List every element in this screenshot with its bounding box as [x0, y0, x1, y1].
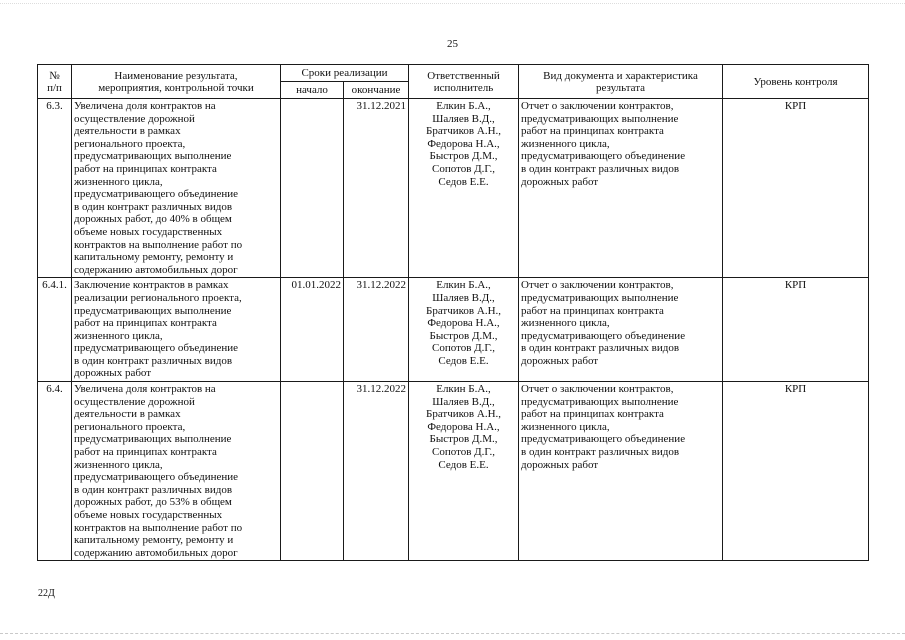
row-document-cell	[519, 278, 723, 382]
cell-line: Шаляев В.Д.,	[432, 112, 495, 125]
cell-line: работ на принципах контракта	[521, 125, 664, 138]
row-end-date-cell: 31.12.2021	[344, 99, 409, 278]
cell-line: дорожных работ, до 40% в общем	[74, 213, 232, 226]
cell-line: дорожных работ	[74, 367, 152, 380]
cell-line: жизненного цикла,	[521, 317, 610, 330]
cell-line: деятельности в рамках	[74, 125, 181, 138]
cell-line: дорожных работ	[521, 175, 599, 188]
cell-line: Увеличена доля контрактов на	[74, 383, 216, 396]
cell-line: предусматривающих выполнение	[74, 304, 232, 317]
cell-line: Сопотов Д.Г.,	[431, 342, 496, 355]
row-document-cell	[519, 99, 723, 278]
cell-line: предусматривающего объединение	[74, 188, 239, 201]
cell-line: предусматривающего объединение	[521, 329, 686, 342]
cell-line: Федорова Н.А.,	[427, 137, 500, 150]
cell-line: Шаляев В.Д.,	[432, 291, 495, 304]
row-executors-cell	[409, 99, 519, 278]
header-control-level: Уровень контроля	[723, 65, 869, 99]
header-period: Сроки реализации	[281, 65, 409, 82]
cell-line: деятельности в рамках	[74, 408, 181, 421]
cell-line: Братчиков А.Н.,	[426, 408, 502, 421]
cell-line: предусматривающего объединение	[74, 471, 239, 484]
cell-line: жизненного цикла,	[74, 458, 163, 471]
cell-line: дорожных работ	[521, 458, 599, 471]
cell-line: Быстров Д.М.,	[429, 433, 498, 446]
cell-line: работ на принципах контракта	[521, 304, 664, 317]
header-executor: Ответственный исполнитель	[409, 65, 519, 99]
row-start-date-cell: 01.01.2022	[281, 278, 344, 382]
row-end-date-cell: 31.12.2022	[344, 382, 409, 561]
cell-line: в один контракт различных видов	[74, 200, 233, 213]
cell-line: капитальному ремонту, ремонту и	[74, 251, 234, 264]
cell-line: в один контракт различных видов	[521, 162, 680, 175]
cell-line: Седов Е.Е.	[438, 458, 489, 471]
cell-line: жизненного цикла,	[521, 137, 610, 150]
cell-line: Братчиков А.Н.,	[426, 304, 502, 317]
cell-line: предусматривающих выполнение	[521, 112, 679, 125]
row-start-date-cell	[281, 382, 344, 561]
cell-line: содержанию автомобильных дорог	[74, 263, 238, 276]
row-document-cell	[519, 382, 723, 561]
row-number-cell: 6.3.	[38, 99, 72, 278]
cell-line: предусматривающих выполнение	[521, 395, 679, 408]
cell-line: регионального проекта,	[74, 420, 186, 433]
cell-line: Елкин Б.А.,	[436, 279, 491, 292]
cell-line: жизненного цикла,	[521, 420, 610, 433]
cell-line: работ на принципах контракта	[74, 162, 217, 175]
table-row	[38, 382, 869, 561]
cell-line: осуществление дорожной	[74, 395, 195, 408]
table-row	[38, 99, 869, 278]
row-end-date-cell: 31.12.2022	[344, 278, 409, 382]
cell-line: Седов Е.Е.	[438, 175, 489, 188]
row-name-cell	[72, 99, 281, 278]
cell-line: объеме новых государственных	[74, 509, 223, 521]
row-executors-cell	[409, 382, 519, 561]
cell-line: осуществление дорожной	[74, 112, 195, 125]
cell-line: Седов Е.Е.	[438, 354, 489, 367]
page-number: 25	[447, 38, 458, 50]
row-number-cell: 6.4.1.	[38, 278, 72, 382]
cell-line: объеме новых государственных	[74, 225, 223, 238]
cell-line: предусматривающих выполнение	[521, 291, 679, 304]
cell-line: реализации регионального проекта,	[74, 291, 242, 304]
cell-line: Елкин Б.А.,	[436, 100, 491, 112]
table-row	[38, 278, 869, 382]
cell-line: Шаляев В.Д.,	[432, 395, 495, 408]
cell-line: капитальному ремонту, ремонту и	[74, 534, 234, 547]
cell-line: жизненного цикла,	[74, 329, 163, 342]
cell-line: дорожных работ, до 53% в общем	[74, 496, 232, 509]
cell-line: Отчет о заключении контрактов,	[521, 383, 674, 396]
cell-line: Быстров Д.М.,	[429, 329, 498, 342]
cell-line: Сопотов Д.Г.,	[431, 446, 496, 459]
row-control-level-cell: КРП	[723, 382, 869, 561]
cell-line: работ на принципах контракта	[74, 317, 217, 330]
cell-line: предусматривающего объединение	[521, 433, 686, 446]
cell-line: в один контракт различных видов	[74, 354, 233, 367]
row-name-cell	[72, 278, 281, 382]
row-name-cell	[72, 382, 281, 561]
cell-line: Федорова Н.А.,	[427, 420, 500, 433]
header-number: № п/п	[38, 65, 72, 99]
cell-line: Увеличена доля контрактов на	[74, 100, 216, 112]
row-control-level-cell: КРП	[723, 278, 869, 382]
cell-line: Сопотов Д.Г.,	[431, 162, 496, 175]
row-executors-cell	[409, 278, 519, 382]
header-row	[38, 65, 869, 82]
cell-line: содержанию автомобильных дорог	[74, 546, 238, 559]
cell-line: контрактов на выполнение работ по	[74, 238, 243, 251]
header-document: Вид документа и характеристика результата	[519, 65, 723, 99]
cell-line: контрактов на выполнение работ по	[74, 521, 243, 534]
control-plan-table	[37, 64, 869, 561]
scan-edge-top	[0, 3, 905, 4]
header-end: окончание	[344, 82, 409, 99]
cell-line: Быстров Д.М.,	[429, 150, 498, 163]
cell-line: регионального проекта,	[74, 137, 186, 150]
cell-line: Братчиков А.Н.,	[426, 125, 502, 138]
cell-line: Заключение контрактов в рамках	[74, 279, 229, 292]
scan-edge-bottom	[0, 633, 905, 634]
cell-line: предусматривающего объединение	[74, 342, 239, 355]
cell-line: работ на принципах контракта	[521, 408, 664, 421]
cell-line: жизненного цикла,	[74, 175, 163, 188]
row-number-cell: 6.4.	[38, 382, 72, 561]
cell-line: предусматривающего объединение	[521, 150, 686, 163]
cell-line: в один контракт различных видов	[521, 342, 680, 355]
cell-line: Отчет о заключении контрактов,	[521, 279, 674, 292]
cell-line: Федорова Н.А.,	[427, 317, 500, 330]
cell-line: в один контракт различных видов	[521, 446, 680, 459]
cell-line: предусматривающих выполнение	[74, 150, 232, 163]
cell-line: предусматривающих выполнение	[74, 433, 232, 446]
header-name: Наименование результата, мероприятия, контрольной точки	[72, 65, 281, 99]
cell-line: в один контракт различных видов	[74, 483, 233, 496]
footer-code: 22Д	[38, 588, 55, 599]
header-start: начало	[281, 82, 344, 99]
row-start-date-cell	[281, 99, 344, 278]
cell-line: дорожных работ	[521, 354, 599, 367]
cell-line: Елкин Б.А.,	[436, 383, 491, 396]
table-body	[38, 99, 869, 561]
cell-line: Отчет о заключении контрактов,	[521, 100, 674, 112]
cell-line: работ на принципах контракта	[74, 446, 217, 459]
row-control-level-cell: КРП	[723, 99, 869, 278]
